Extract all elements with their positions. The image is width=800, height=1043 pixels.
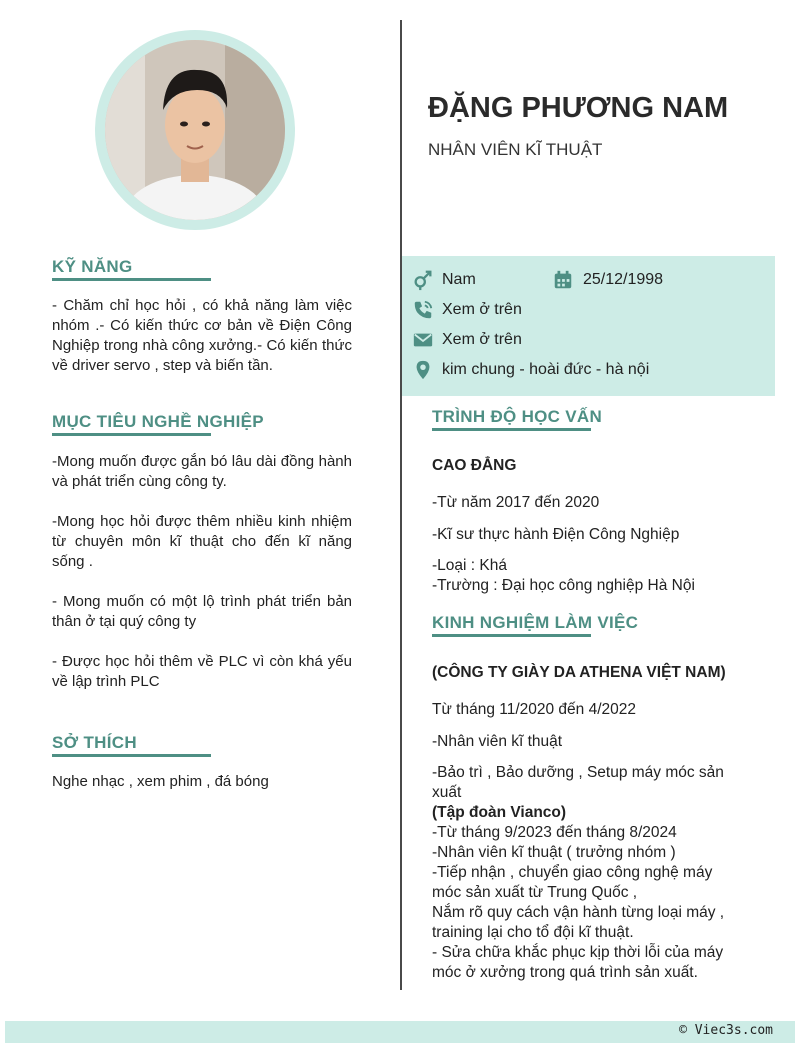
experience-line: -Tiếp nhận , chuyển giao công nghệ máy móc sản xuất từ Trung Quốc , xyxy=(432,864,713,901)
experience-period-1: Từ tháng 11/2020 đến 4/2022 xyxy=(432,701,637,718)
column-divider xyxy=(400,20,402,990)
dob-value: 25/12/1998 xyxy=(583,271,664,288)
objective-item-4: - Được học hỏi thêm về PLC vì còn khá yếu về lập trình PLC xyxy=(52,653,352,690)
experience-underline xyxy=(432,634,591,637)
experience-line: -Từ tháng 9/2023 đến tháng 8/2024 xyxy=(432,824,677,841)
candidate-role: NHÂN VIÊN KĨ THUẬT xyxy=(428,140,603,159)
education-grade: -Loại : Khá xyxy=(432,557,507,574)
objective-item-3: - Mong muốn có một lộ trình phát triển bản thân ở tại quý công ty xyxy=(52,593,352,630)
location-icon xyxy=(412,359,434,381)
education-school: -Trường : Đại học công nghiệp Hà Nội xyxy=(432,577,695,594)
calendar-icon xyxy=(552,269,574,291)
candidate-name: ĐẶNG PHƯƠNG NAM xyxy=(428,92,729,124)
hobbies-text: Nghe nhạc , xem phim , đá bóng xyxy=(52,773,269,790)
hobbies-title: SỞ THÍCH xyxy=(52,733,137,752)
email-icon xyxy=(412,329,434,351)
experience-company-1: (CÔNG TY GIÀY DA ATHENA VIỆT NAM) xyxy=(432,664,726,681)
avatar-portrait-icon xyxy=(105,40,285,220)
avatar xyxy=(105,40,285,220)
skills-underline xyxy=(52,278,211,281)
skills-title: KỸ NĂNG xyxy=(52,257,133,276)
objective-item-2: -Mong học hỏi được thêm nhiều kinh nhiệm từ chuyên môn kĩ thuật cho đến kĩ năng sống . xyxy=(52,513,352,570)
phone-value: Xem ở trên xyxy=(442,301,522,318)
experience-duty-1: -Bảo trì , Bảo dưỡng , Setup máy móc sản xuất xyxy=(432,764,724,801)
footer-credit[interactable]: © Viec3s.com xyxy=(679,1023,773,1038)
phone-icon xyxy=(412,299,434,321)
experience-role-1: -Nhân viên kĩ thuật xyxy=(432,733,563,750)
gender-icon xyxy=(412,269,434,291)
education-level: CAO ĐẲNG xyxy=(432,457,517,474)
education-title: TRÌNH ĐỘ HỌC VẤN xyxy=(432,407,603,426)
education-period: -Từ năm 2017 đến 2020 xyxy=(432,494,600,511)
gender-value: Nam xyxy=(442,271,476,288)
objective-underline xyxy=(52,433,211,436)
footer-bar xyxy=(5,1021,795,1043)
experience-line: Nắm rõ quy cách vận hành từng loại máy , training lại cho tổ đội kĩ thuật. xyxy=(432,904,725,941)
experience-title: KINH NGHIỆM LÀM VIỆC xyxy=(432,613,639,632)
education-underline xyxy=(432,428,591,431)
objective-item-1: -Mong muốn được gắn bó lâu dài đồng hành và phát triển cùng công ty. xyxy=(52,453,352,490)
experience-line: -Nhân viên kĩ thuật ( trưởng nhóm ) xyxy=(432,844,676,861)
experience-company-2: (Tập đoàn Vianco) xyxy=(432,804,567,821)
objective-title: MỤC TIÊU NGHỀ NGHIỆP xyxy=(52,412,264,431)
skills-text: - Chăm chỉ học hỏi , có khả năng làm việc nhóm .- Có kiến thức cơ bản về Điện Công Nghiệp trong nhà công xưởng.- Có kiến thức về driver servo , step và biến tần. xyxy=(52,297,352,374)
email-value: Xem ở trên xyxy=(442,331,522,348)
hobbies-underline xyxy=(52,754,211,757)
education-major: -Kĩ sư thực hành Điện Công Nghiệp xyxy=(432,526,680,543)
experience-line: - Sửa chữa khắc phục kịp thời lỗi của máy móc ở xưởng trong quá trình sản xuất. xyxy=(432,944,724,981)
address-value: kim chung - hoài đức - hà nội xyxy=(442,361,650,378)
